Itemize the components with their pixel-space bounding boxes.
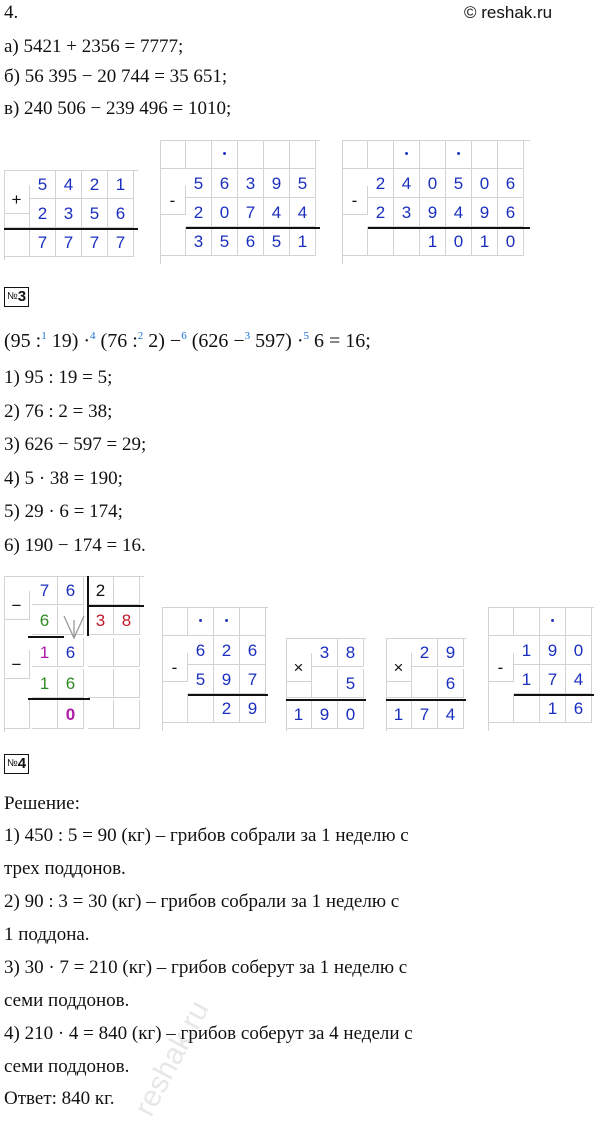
- digit: 6: [498, 169, 524, 198]
- digit: 2: [368, 169, 394, 198]
- digit: 9: [312, 700, 338, 729]
- digit: 6: [438, 669, 464, 698]
- digit: 4: [56, 170, 82, 199]
- digit: 4: [566, 665, 592, 694]
- equation-a: а) 5421 + 2356 = 7777;: [4, 36, 184, 57]
- digit: 7: [240, 665, 266, 694]
- minus-sign: −: [4, 650, 30, 679]
- minus-sign: -: [342, 186, 368, 215]
- remainder: 0: [58, 700, 84, 729]
- digit: 1: [32, 669, 58, 698]
- digit: 2: [214, 694, 240, 723]
- page-number: 4.: [4, 2, 19, 23]
- digit: 6: [32, 606, 58, 635]
- task-number-3: №3: [4, 287, 29, 307]
- digit: 7: [238, 198, 264, 227]
- digit: 0: [338, 700, 364, 729]
- digit: 7: [108, 228, 134, 257]
- borrow-dot: •: [212, 140, 238, 169]
- digit: 4: [438, 700, 464, 729]
- digit: 9: [438, 638, 464, 667]
- digit: 5: [186, 169, 212, 198]
- digit: 9: [472, 198, 498, 227]
- digit: 2: [368, 198, 394, 227]
- borrow-dot: •: [446, 140, 472, 169]
- result-line: [286, 699, 366, 701]
- digit: 1: [420, 227, 446, 256]
- minus-sign: −: [4, 591, 30, 620]
- digit: 5: [446, 169, 472, 198]
- result-line: [4, 228, 138, 230]
- digit: 7: [32, 576, 58, 605]
- result-line: [188, 694, 268, 696]
- digit: 3: [238, 169, 264, 198]
- step: 5) 29 · 6 = 174;: [4, 501, 123, 522]
- digit: 9: [540, 636, 566, 665]
- equation-v: в) 240 506 − 239 496 = 1010;: [4, 98, 232, 119]
- task-number-4: №4: [4, 754, 29, 774]
- digit: 2: [30, 199, 56, 228]
- copyright: © reshak.ru: [464, 3, 553, 22]
- borrow-dot: •: [394, 140, 420, 169]
- digit: 6: [58, 669, 84, 698]
- digit: 5: [264, 227, 290, 256]
- digit: 5: [30, 170, 56, 199]
- times-sign: ×: [386, 653, 412, 682]
- solution-line: семи поддонов.: [4, 990, 130, 1011]
- result-line: [514, 694, 594, 696]
- digit: 7: [412, 700, 438, 729]
- digit: 5: [290, 169, 316, 198]
- solution-line: 1 поддона.: [4, 924, 90, 945]
- watermark: reshak.ru: [128, 995, 216, 1122]
- subtract-line: [28, 636, 64, 638]
- digit: 6: [188, 636, 214, 665]
- digit: 6: [238, 227, 264, 256]
- digit: 1: [540, 694, 566, 723]
- digit: 9: [240, 694, 266, 723]
- solution-line: 4) 210 · 4 = 840 (кг) – грибов соберут за 4 недели с: [4, 1023, 413, 1044]
- result-line: [386, 699, 466, 701]
- digit: 9: [264, 169, 290, 198]
- digit: 3: [56, 199, 82, 228]
- solution-line: 3) 30 · 7 = 210 (кг) – грибов соберут за 1 неделю с: [4, 957, 408, 978]
- digit: 5: [338, 669, 364, 698]
- digit: 8: [338, 638, 364, 667]
- digit: 0: [212, 198, 238, 227]
- digit: 1: [290, 227, 316, 256]
- solution-line: семи поддонов.: [4, 1056, 130, 1077]
- digit: 5: [212, 227, 238, 256]
- step: 6) 190 − 174 = 16.: [4, 535, 146, 556]
- digit: 7: [540, 665, 566, 694]
- digit: 2: [82, 170, 108, 199]
- digit: 7: [56, 228, 82, 257]
- digit: 2: [214, 636, 240, 665]
- borrow-dot: •: [540, 607, 566, 636]
- digit: 6: [498, 198, 524, 227]
- borrow-dot: •: [188, 607, 214, 636]
- digit: 5: [188, 665, 214, 694]
- digit: 1: [514, 665, 540, 694]
- solution-label: Решение:: [4, 793, 80, 814]
- digit: 0: [498, 227, 524, 256]
- arrow-down-icon: [62, 614, 86, 640]
- step: 4) 5 · 38 = 190;: [4, 468, 123, 489]
- solution-line: 1) 450 : 5 = 90 (кг) – грибов собрали за 1 неделю с: [4, 825, 409, 846]
- quotient-digit: 3: [88, 606, 114, 635]
- digit: 4: [446, 198, 472, 227]
- digit: 6: [240, 636, 266, 665]
- digit: 6: [108, 199, 134, 228]
- minus-sign: -: [162, 653, 188, 682]
- digit: 6: [58, 638, 84, 667]
- digit: 3: [186, 227, 212, 256]
- digit: 0: [446, 227, 472, 256]
- equation-b: б) 56 395 − 20 744 = 35 651;: [4, 66, 228, 87]
- step: 2) 76 : 2 = 38;: [4, 401, 113, 422]
- digit: 3: [394, 198, 420, 227]
- times-sign: ×: [286, 653, 312, 682]
- digit: 1: [386, 700, 412, 729]
- answer: Ответ: 840 кг.: [4, 1088, 115, 1109]
- digit: 5: [82, 199, 108, 228]
- digit: 3: [312, 638, 338, 667]
- digit: 1: [514, 636, 540, 665]
- digit: 9: [420, 198, 446, 227]
- digit: 7: [30, 228, 56, 257]
- digit: 6: [566, 694, 592, 723]
- minus-sign: -: [488, 653, 514, 682]
- expression: (95 :$^1$ 19) ·$^4$ (76 :$^2$ 2) −$^6$ (626 −$^3$ 597) ·$^5$ 6 = 16;: [4, 330, 371, 352]
- digit: 0: [472, 169, 498, 198]
- digit: 1: [32, 638, 58, 667]
- result-line: [186, 227, 320, 229]
- quotient-digit: 8: [114, 606, 140, 635]
- solution-line: 2) 90 : 3 = 30 (кг) – грибов собрали за 1 неделю с: [4, 891, 400, 912]
- step: 1) 95 : 19 = 5;: [4, 367, 113, 388]
- plus-sign: +: [4, 185, 30, 214]
- digit: 6: [212, 169, 238, 198]
- digit: 0: [420, 169, 446, 198]
- digit: 2: [412, 638, 438, 667]
- divisor: 2: [88, 576, 114, 605]
- digit: 4: [264, 198, 290, 227]
- step: 3) 626 − 597 = 29;: [4, 434, 147, 455]
- solution-line: трех поддонов.: [4, 858, 126, 879]
- digit: 1: [286, 700, 312, 729]
- digit: 1: [472, 227, 498, 256]
- digit: 9: [214, 665, 240, 694]
- subtract-line: [28, 698, 90, 700]
- digit: 4: [290, 198, 316, 227]
- digit: 4: [394, 169, 420, 198]
- digit: 0: [566, 636, 592, 665]
- borrow-dot: •: [214, 607, 240, 636]
- digit: 6: [58, 576, 84, 605]
- result-line: [368, 227, 530, 229]
- digit: 7: [82, 228, 108, 257]
- minus-sign: -: [160, 186, 186, 215]
- digit: 2: [186, 198, 212, 227]
- division-bar: [87, 605, 144, 607]
- digit: 1: [108, 170, 134, 199]
